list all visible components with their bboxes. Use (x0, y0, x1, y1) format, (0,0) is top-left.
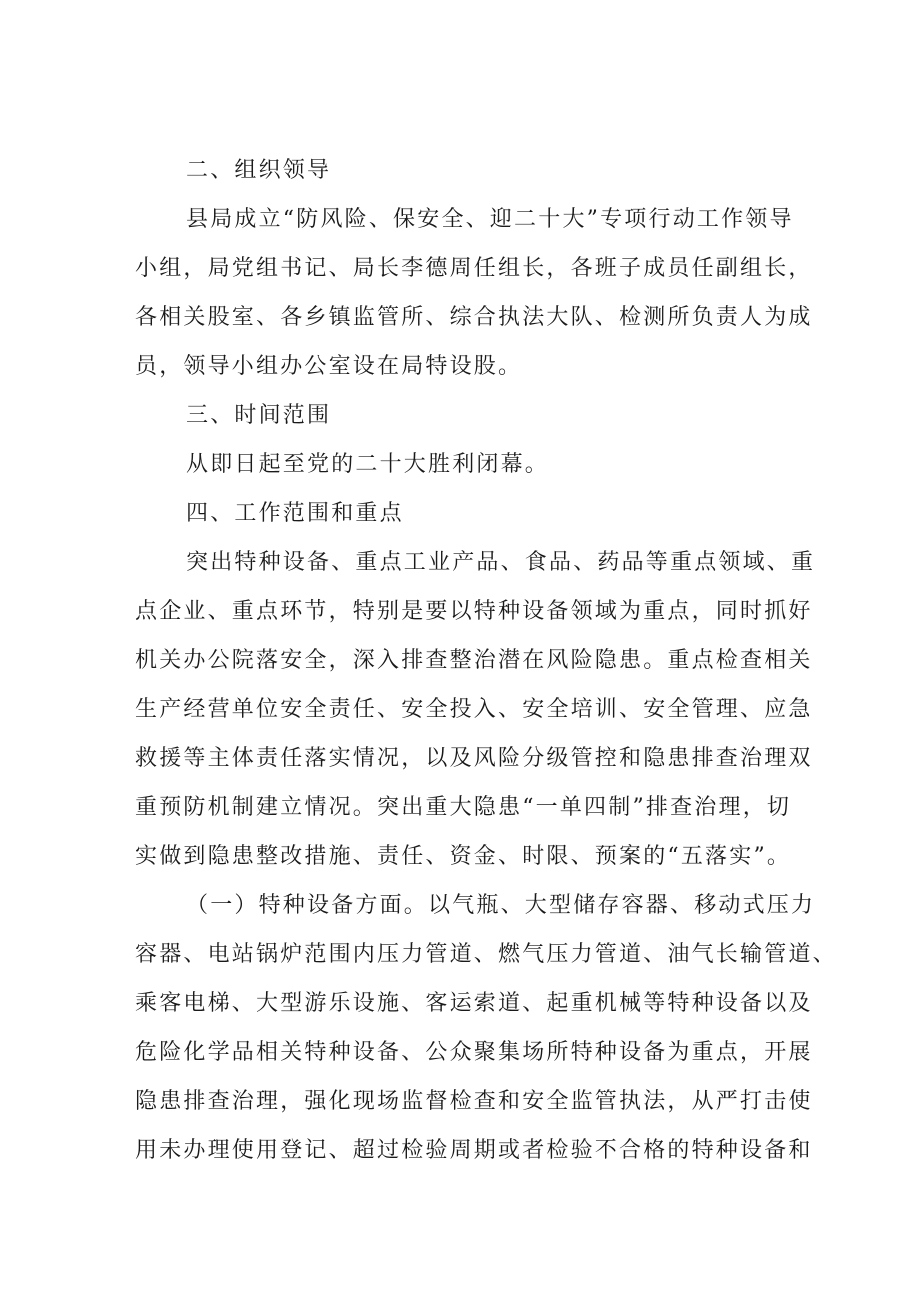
paragraph-line: 重预防机制建立情况。突出重大隐患“一单四制”排查治理，切 (135, 795, 792, 820)
paragraph-line: 用未办理使用登记、超过检验周期或者检验不合格的特种设备和 (135, 1138, 813, 1163)
paragraph-line: （一）特种设备方面。以气瓶、大型储存容器、移动式压力 (186, 893, 816, 918)
section-heading-time-range: 三、时间范围 (186, 403, 332, 428)
paragraph-line: 点企业、重点环节，特别是要以特种设备领域为重点，同时抓好 (135, 599, 813, 624)
section-heading-organization: 二、组织领导 (186, 158, 332, 183)
paragraph-line: 从即日起至党的二十大胜利闭幕。 (186, 452, 550, 477)
paragraph-line: 机关办公院落安全，深入排查整治潜在风险隐患。重点检查相关 (135, 648, 813, 673)
section-heading-work-scope: 四、工作范围和重点 (186, 501, 404, 526)
paragraph-line: 容器、电站锅炉范围内压力管道、燃气压力管道、油气长输管道、 (135, 942, 837, 967)
paragraph-line: 隐患排查治理，强化现场监督检查和安全监管执法，从严打击使 (135, 1089, 813, 1114)
paragraph-line: 生产经营单位安全责任、安全投入、安全培训、安全管理、应急 (135, 697, 813, 722)
paragraph-line: 突出特种设备、重点工业产品、食品、药品等重点领域、重 (186, 550, 816, 575)
paragraph-line: 危险化学品相关特种设备、公众聚集场所特种设备为重点，开展 (135, 1040, 813, 1065)
paragraph-line: 救援等主体责任落实情况，以及风险分级管控和隐患排查治理双 (135, 746, 813, 771)
paragraph-line: 乘客电梯、大型游乐设施、客运索道、起重机械等特种设备以及 (135, 991, 813, 1016)
paragraph-line: 小组，局党组书记、局长李德周任组长，各班子成员任副组长， (135, 256, 813, 281)
paragraph-line: 县局成立“防风险、保安全、迎二十大”专项行动工作领导 (186, 207, 794, 232)
paragraph-line: 各相关股室、各乡镇监管所、综合执法大队、检测所负责人为成 (135, 305, 813, 330)
paragraph-line: 实做到隐患整改措施、责任、资金、时限、预案的“五落实”。 (135, 844, 792, 869)
paragraph-line: 员，领导小组办公室设在局特设股。 (135, 354, 523, 379)
